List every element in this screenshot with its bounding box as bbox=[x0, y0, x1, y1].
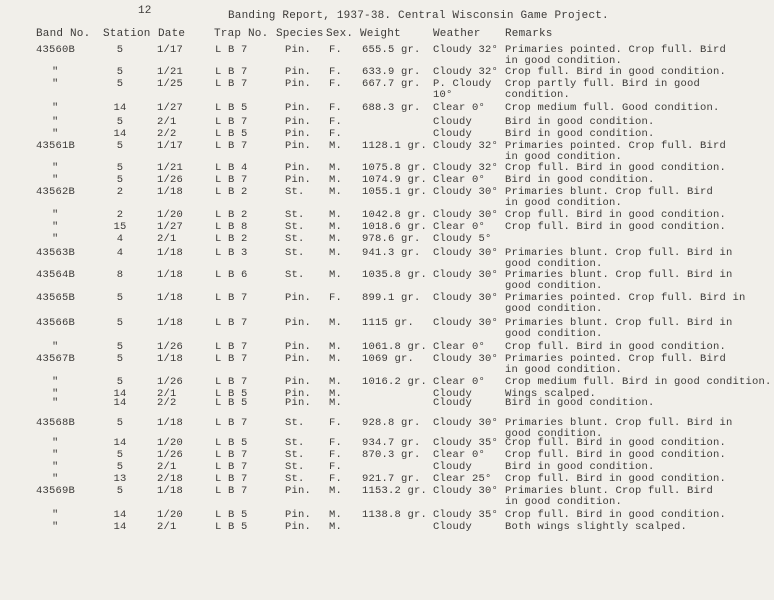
weight-cell: 934.7 gr. bbox=[362, 437, 421, 449]
station-cell: 5 bbox=[116, 162, 124, 174]
weight-cell: 1153.2 gr. bbox=[362, 485, 428, 497]
sex-cell: F. bbox=[329, 292, 343, 304]
species-cell: St. bbox=[285, 437, 305, 449]
header-trap-no: Trap No. bbox=[214, 28, 269, 40]
date-cell: 1/17 bbox=[157, 140, 184, 152]
band-number-cell: " bbox=[52, 397, 59, 409]
species-cell: Pin. bbox=[285, 292, 312, 304]
weight-cell: 941.3 gr. bbox=[362, 247, 421, 259]
sex-cell: M. bbox=[329, 140, 343, 152]
sex-cell: F. bbox=[329, 78, 343, 90]
date-cell: 1/17 bbox=[157, 44, 184, 56]
date-cell: 2/1 bbox=[157, 521, 177, 533]
station-cell: 5 bbox=[116, 292, 124, 304]
date-cell: 1/25 bbox=[157, 78, 184, 90]
weight-cell: 1075.8 gr. bbox=[362, 162, 428, 174]
sex-cell: F. bbox=[329, 473, 343, 485]
band-number-cell: " bbox=[52, 388, 59, 400]
weight-cell: 899.1 gr. bbox=[362, 292, 421, 304]
sex-cell: F. bbox=[329, 102, 343, 114]
species-cell: St. bbox=[285, 473, 305, 485]
date-cell: 1/18 bbox=[157, 269, 184, 281]
remarks-cell: good condition. bbox=[505, 303, 603, 315]
trap-number-cell: L B 7 bbox=[215, 417, 248, 429]
sex-cell: M. bbox=[329, 221, 343, 233]
band-number-cell: " bbox=[52, 221, 59, 233]
sex-cell: M. bbox=[329, 209, 343, 221]
trap-number-cell: L B 7 bbox=[215, 78, 248, 90]
remarks-cell: Crop medium full. Good condition. bbox=[505, 102, 720, 114]
sex-cell: F. bbox=[329, 128, 343, 140]
date-cell: 1/26 bbox=[157, 449, 184, 461]
remarks-cell: Primaries blunt. Crop full. Bird bbox=[505, 186, 714, 198]
weather-cell: Cloudy 32° bbox=[433, 162, 499, 174]
band-number-cell: " bbox=[52, 376, 59, 388]
species-cell: Pin. bbox=[285, 485, 312, 497]
remarks-cell: good condition. bbox=[505, 428, 603, 440]
station-cell: 14 bbox=[113, 128, 127, 140]
remarks-cell: good condition. bbox=[505, 280, 603, 292]
sex-cell: M. bbox=[329, 521, 343, 533]
station-cell: 5 bbox=[116, 174, 124, 186]
remarks-cell: good condition. bbox=[505, 328, 603, 340]
sex-cell: M. bbox=[329, 341, 343, 353]
band-number-cell: 43566B bbox=[36, 317, 76, 329]
sex-cell: M. bbox=[329, 317, 343, 329]
weight-cell: 667.7 gr. bbox=[362, 78, 421, 90]
remarks-cell: Bird in good condition. bbox=[505, 116, 655, 128]
remarks-cell: in good condition. bbox=[505, 151, 623, 163]
species-cell: St. bbox=[285, 449, 305, 461]
station-cell: 14 bbox=[113, 521, 127, 533]
sex-cell: M. bbox=[329, 485, 343, 497]
date-cell: 1/18 bbox=[157, 292, 184, 304]
date-cell: 1/20 bbox=[157, 209, 184, 221]
species-cell: Pin. bbox=[285, 341, 312, 353]
sex-cell: F. bbox=[329, 417, 343, 429]
station-cell: 14 bbox=[113, 509, 127, 521]
species-cell: Pin. bbox=[285, 78, 312, 90]
station-cell: 5 bbox=[116, 140, 124, 152]
weather-cell: Clear 0° bbox=[433, 174, 486, 186]
remarks-cell: Crop full. Bird in good condition. bbox=[505, 509, 727, 521]
weight-cell: 688.3 gr. bbox=[362, 102, 421, 114]
header-weather: Weather bbox=[433, 28, 481, 40]
species-cell: St. bbox=[285, 247, 305, 259]
band-number-cell: " bbox=[52, 102, 59, 114]
date-cell: 1/26 bbox=[157, 341, 184, 353]
date-cell: 2/1 bbox=[157, 116, 177, 128]
weather-cell: Cloudy 35° bbox=[433, 437, 499, 449]
sex-cell: M. bbox=[329, 269, 343, 281]
station-cell: 5 bbox=[116, 353, 124, 365]
remarks-cell: Crop full. Bird in good condition. bbox=[505, 341, 727, 353]
sex-cell: M. bbox=[329, 509, 343, 521]
date-cell: 2/18 bbox=[157, 473, 184, 485]
band-number-cell: 43569B bbox=[36, 485, 76, 497]
weather-cell: Cloudy bbox=[433, 521, 473, 533]
species-cell: Pin. bbox=[285, 388, 312, 400]
weight-cell: 1018.6 gr. bbox=[362, 221, 428, 233]
remarks-cell: Primaries pointed. Crop full. Bird in bbox=[505, 292, 746, 304]
remarks-cell: in good condition. bbox=[505, 364, 623, 376]
weight-cell: 870.3 gr. bbox=[362, 449, 421, 461]
remarks-cell: Crop full. Bird in good condition. bbox=[505, 66, 727, 78]
station-cell: 5 bbox=[116, 376, 124, 388]
band-number-cell: 43564B bbox=[36, 269, 76, 281]
trap-number-cell: L B 7 bbox=[215, 66, 248, 78]
weather-cell: Cloudy bbox=[433, 388, 473, 400]
remarks-cell: Both wings slightly scalped. bbox=[505, 521, 688, 533]
remarks-cell: Primaries blunt. Crop full. Bird in bbox=[505, 269, 733, 281]
sex-cell: F. bbox=[329, 437, 343, 449]
sex-cell: M. bbox=[329, 233, 343, 245]
trap-number-cell: L B 5 bbox=[215, 388, 248, 400]
date-cell: 1/18 bbox=[157, 485, 184, 497]
weather-cell: Clear 25° bbox=[433, 473, 492, 485]
station-cell: 14 bbox=[113, 388, 127, 400]
trap-number-cell: L B 4 bbox=[215, 162, 248, 174]
weight-cell: 1042.8 gr. bbox=[362, 209, 428, 221]
station-cell: 14 bbox=[113, 102, 127, 114]
species-cell: Pin. bbox=[285, 44, 312, 56]
remarks-cell: Crop full. Bird in good condition. bbox=[505, 221, 727, 233]
header-band-no: Band No. bbox=[36, 28, 91, 40]
trap-number-cell: L B 8 bbox=[215, 221, 248, 233]
sex-cell: M. bbox=[329, 388, 343, 400]
trap-number-cell: L B 2 bbox=[215, 186, 248, 198]
trap-number-cell: L B 7 bbox=[215, 376, 248, 388]
station-cell: 5 bbox=[116, 116, 124, 128]
trap-number-cell: L B 7 bbox=[215, 473, 248, 485]
trap-number-cell: L B 5 bbox=[215, 437, 248, 449]
weather-cell: Cloudy 32° bbox=[433, 44, 499, 56]
station-cell: 5 bbox=[116, 417, 124, 429]
remarks-cell: Bird in good condition. bbox=[505, 461, 655, 473]
weather-cell: Clear 0° bbox=[433, 449, 486, 461]
remarks-cell: Wings scalped. bbox=[505, 388, 597, 400]
species-cell: St. bbox=[285, 221, 305, 233]
station-cell: 5 bbox=[116, 66, 124, 78]
weight-cell: 633.9 gr. bbox=[362, 66, 421, 78]
trap-number-cell: L B 7 bbox=[215, 449, 248, 461]
remarks-cell: Crop medium full. Bird in good condition. bbox=[505, 376, 772, 388]
station-cell: 5 bbox=[116, 461, 124, 473]
weather-cell: Cloudy 32° bbox=[433, 66, 499, 78]
station-cell: 15 bbox=[113, 221, 127, 233]
trap-number-cell: L B 5 bbox=[215, 102, 248, 114]
remarks-cell: Bird in good condition. bbox=[505, 174, 655, 186]
weather-cell: Cloudy 30° bbox=[433, 353, 499, 365]
trap-number-cell: L B 2 bbox=[215, 233, 248, 245]
band-number-cell: " bbox=[52, 128, 59, 140]
trap-number-cell: L B 7 bbox=[215, 140, 248, 152]
trap-number-cell: L B 7 bbox=[215, 174, 248, 186]
species-cell: St. bbox=[285, 186, 305, 198]
date-cell: 2/1 bbox=[157, 388, 177, 400]
header-remarks: Remarks bbox=[505, 28, 553, 40]
station-cell: 4 bbox=[116, 233, 124, 245]
header-date: Date bbox=[158, 28, 186, 40]
sex-cell: F. bbox=[329, 461, 343, 473]
sex-cell: M. bbox=[329, 376, 343, 388]
remarks-cell: Primaries blunt. Crop full. Bird in bbox=[505, 317, 733, 329]
date-cell: 1/18 bbox=[157, 353, 184, 365]
station-cell: 13 bbox=[113, 473, 127, 485]
weather-cell: Cloudy bbox=[433, 128, 473, 140]
date-cell: 1/20 bbox=[157, 509, 184, 521]
remarks-cell: Primaries pointed. Crop full. Bird bbox=[505, 44, 727, 56]
weather-cell: Cloudy 30° bbox=[433, 417, 499, 429]
band-number-cell: " bbox=[52, 341, 59, 353]
weight-cell: 1061.8 gr. bbox=[362, 341, 428, 353]
station-cell: 2 bbox=[116, 186, 124, 198]
band-number-cell: 43562B bbox=[36, 186, 76, 198]
trap-number-cell: L B 7 bbox=[215, 44, 248, 56]
weather-cell: Cloudy 30° bbox=[433, 247, 499, 259]
band-number-cell: " bbox=[52, 461, 59, 473]
remarks-cell: Crop full. Bird in good condition. bbox=[505, 209, 727, 221]
sex-cell: M. bbox=[329, 186, 343, 198]
species-cell: Pin. bbox=[285, 102, 312, 114]
trap-number-cell: L B 2 bbox=[215, 209, 248, 221]
weight-cell: 921.7 gr. bbox=[362, 473, 421, 485]
band-number-cell: " bbox=[52, 116, 59, 128]
weather-cell: Clear 0° bbox=[433, 221, 486, 233]
date-cell: 1/18 bbox=[157, 186, 184, 198]
station-cell: 5 bbox=[116, 449, 124, 461]
weather-cell-continued: 10° bbox=[433, 89, 453, 101]
remarks-cell: Bird in good condition. bbox=[505, 397, 655, 409]
sex-cell: M. bbox=[329, 162, 343, 174]
remarks-cell: in good condition. bbox=[505, 197, 623, 209]
band-number-cell: 43567B bbox=[36, 353, 76, 365]
weight-cell: 1055.1 gr. bbox=[362, 186, 428, 198]
sex-cell: F. bbox=[329, 66, 343, 78]
species-cell: Pin. bbox=[285, 521, 312, 533]
station-cell: 5 bbox=[116, 78, 124, 90]
sex-cell: F. bbox=[329, 44, 343, 56]
band-number-cell: 43560B bbox=[36, 44, 76, 56]
trap-number-cell: L B 5 bbox=[215, 509, 248, 521]
date-cell: 2/2 bbox=[157, 397, 177, 409]
weight-cell: 1128.1 gr. bbox=[362, 140, 428, 152]
band-number-cell: 43563B bbox=[36, 247, 76, 259]
species-cell: Pin. bbox=[285, 174, 312, 186]
weight-cell: 928.8 gr. bbox=[362, 417, 421, 429]
remarks-cell: in good condition. bbox=[505, 496, 623, 508]
date-cell: 1/18 bbox=[157, 247, 184, 259]
sex-cell: M. bbox=[329, 353, 343, 365]
band-number-cell: " bbox=[52, 66, 59, 78]
band-number-cell: 43561B bbox=[36, 140, 76, 152]
station-cell: 8 bbox=[116, 269, 124, 281]
sex-cell: F. bbox=[329, 449, 343, 461]
date-cell: 1/18 bbox=[157, 317, 184, 329]
remarks-cell: Crop full. Bird in good condition. bbox=[505, 162, 727, 174]
species-cell: Pin. bbox=[285, 509, 312, 521]
weather-cell: Cloudy 30° bbox=[433, 485, 499, 497]
species-cell: Pin. bbox=[285, 66, 312, 78]
station-cell: 5 bbox=[116, 44, 124, 56]
weather-cell: Cloudy 30° bbox=[433, 269, 499, 281]
remarks-cell: Primaries blunt. Crop full. Bird in bbox=[505, 247, 733, 259]
band-number-cell: " bbox=[52, 209, 59, 221]
date-cell: 2/1 bbox=[157, 233, 177, 245]
remarks-cell: Primaries blunt. Crop full. Bird in bbox=[505, 417, 733, 429]
weight-cell: 1016.2 gr. bbox=[362, 376, 428, 388]
species-cell: Pin. bbox=[285, 140, 312, 152]
remarks-cell: Primaries pointed. Crop full. Bird bbox=[505, 140, 727, 152]
weather-cell: Clear 0° bbox=[433, 102, 486, 114]
band-number-cell: " bbox=[52, 233, 59, 245]
trap-number-cell: L B 7 bbox=[215, 341, 248, 353]
date-cell: 1/26 bbox=[157, 376, 184, 388]
sex-cell: M. bbox=[329, 397, 343, 409]
trap-number-cell: L B 7 bbox=[215, 116, 248, 128]
weather-cell: P. Cloudy bbox=[433, 78, 492, 90]
weather-cell: Cloudy 30° bbox=[433, 186, 499, 198]
weather-cell: Cloudy 30° bbox=[433, 292, 499, 304]
date-cell: 2/1 bbox=[157, 461, 177, 473]
species-cell: St. bbox=[285, 461, 305, 473]
weight-cell: 1074.9 gr. bbox=[362, 174, 428, 186]
remarks-cell: Primaries blunt. Crop full. Bird bbox=[505, 485, 714, 497]
species-cell: Pin. bbox=[285, 317, 312, 329]
station-cell: 5 bbox=[116, 485, 124, 497]
weather-cell: Cloudy 30° bbox=[433, 209, 499, 221]
trap-number-cell: L B 7 bbox=[215, 461, 248, 473]
date-cell: 1/27 bbox=[157, 102, 184, 114]
weather-cell: Cloudy bbox=[433, 116, 473, 128]
station-cell: 14 bbox=[113, 437, 127, 449]
band-number-cell: " bbox=[52, 449, 59, 461]
trap-number-cell: L B 5 bbox=[215, 521, 248, 533]
band-number-cell: " bbox=[52, 509, 59, 521]
remarks-cell: condition. bbox=[505, 89, 571, 101]
weather-cell: Cloudy bbox=[433, 397, 473, 409]
date-cell: 1/26 bbox=[157, 174, 184, 186]
band-number-cell: " bbox=[52, 437, 59, 449]
date-cell: 1/27 bbox=[157, 221, 184, 233]
date-cell: 1/21 bbox=[157, 66, 184, 78]
remarks-cell: Primaries pointed. Crop full. Bird bbox=[505, 353, 727, 365]
species-cell: Pin. bbox=[285, 116, 312, 128]
weather-cell: Clear 0° bbox=[433, 376, 486, 388]
date-cell: 1/20 bbox=[157, 437, 184, 449]
trap-number-cell: L B 7 bbox=[215, 317, 248, 329]
species-cell: Pin. bbox=[285, 128, 312, 140]
weather-cell: Cloudy 35° bbox=[433, 509, 499, 521]
sex-cell: M. bbox=[329, 174, 343, 186]
remarks-cell: good condition. bbox=[505, 258, 603, 270]
weather-cell: Cloudy 5° bbox=[433, 233, 492, 245]
report-title: Banding Report, 1937-38. Central Wisconsin Game Project. bbox=[228, 10, 609, 22]
weather-cell: Clear 0° bbox=[433, 341, 486, 353]
band-number-cell: " bbox=[52, 78, 59, 90]
sex-cell: M. bbox=[329, 247, 343, 259]
header-sex: Sex. bbox=[326, 28, 354, 40]
station-cell: 2 bbox=[116, 209, 124, 221]
band-number-cell: " bbox=[52, 521, 59, 533]
trap-number-cell: L B 7 bbox=[215, 292, 248, 304]
remarks-cell: Bird in good condition. bbox=[505, 128, 655, 140]
remarks-cell: Crop full. Bird in good condition. bbox=[505, 473, 727, 485]
remarks-cell: Crop full. Bird in good condition. bbox=[505, 449, 727, 461]
sex-cell: F. bbox=[329, 116, 343, 128]
remarks-cell: Crop partly full. Bird in good bbox=[505, 78, 701, 90]
trap-number-cell: L B 5 bbox=[215, 128, 248, 140]
band-number-cell: " bbox=[52, 162, 59, 174]
band-number-cell: " bbox=[52, 174, 59, 186]
species-cell: Pin. bbox=[285, 376, 312, 388]
weather-cell: Cloudy bbox=[433, 461, 473, 473]
species-cell: St. bbox=[285, 269, 305, 281]
weight-cell: 978.6 gr. bbox=[362, 233, 421, 245]
remarks-cell: Crop full. Bird in good condition. bbox=[505, 437, 727, 449]
station-cell: 5 bbox=[116, 341, 124, 353]
band-number-cell: 43568B bbox=[36, 417, 76, 429]
trap-number-cell: L B 5 bbox=[215, 397, 248, 409]
species-cell: St. bbox=[285, 233, 305, 245]
date-cell: 1/18 bbox=[157, 417, 184, 429]
species-cell: St. bbox=[285, 209, 305, 221]
header-species: Species bbox=[276, 28, 324, 40]
date-cell: 1/21 bbox=[157, 162, 184, 174]
trap-number-cell: L B 6 bbox=[215, 269, 248, 281]
trap-number-cell: L B 7 bbox=[215, 353, 248, 365]
band-number-cell: 43565B bbox=[36, 292, 76, 304]
species-cell: Pin. bbox=[285, 397, 312, 409]
date-cell: 2/2 bbox=[157, 128, 177, 140]
band-number-cell: " bbox=[52, 473, 59, 485]
weight-cell: 655.5 gr. bbox=[362, 44, 421, 56]
weight-cell: 1115 gr. bbox=[362, 317, 415, 329]
page-number: 12 bbox=[138, 5, 152, 17]
species-cell: Pin. bbox=[285, 353, 312, 365]
remarks-cell: in good condition. bbox=[505, 55, 623, 67]
trap-number-cell: L B 3 bbox=[215, 247, 248, 259]
header-weight: Weight bbox=[360, 28, 401, 40]
species-cell: St. bbox=[285, 417, 305, 429]
station-cell: 5 bbox=[116, 317, 124, 329]
station-cell: 14 bbox=[113, 397, 127, 409]
weather-cell: Cloudy 32° bbox=[433, 140, 499, 152]
header-station: Station bbox=[103, 28, 151, 40]
weather-cell: Cloudy 30° bbox=[433, 317, 499, 329]
weight-cell: 1035.8 gr. bbox=[362, 269, 428, 281]
species-cell: Pin. bbox=[285, 162, 312, 174]
station-cell: 4 bbox=[116, 247, 124, 259]
weight-cell: 1069 gr. bbox=[362, 353, 415, 365]
trap-number-cell: L B 7 bbox=[215, 485, 248, 497]
weight-cell: 1138.8 gr. bbox=[362, 509, 428, 521]
